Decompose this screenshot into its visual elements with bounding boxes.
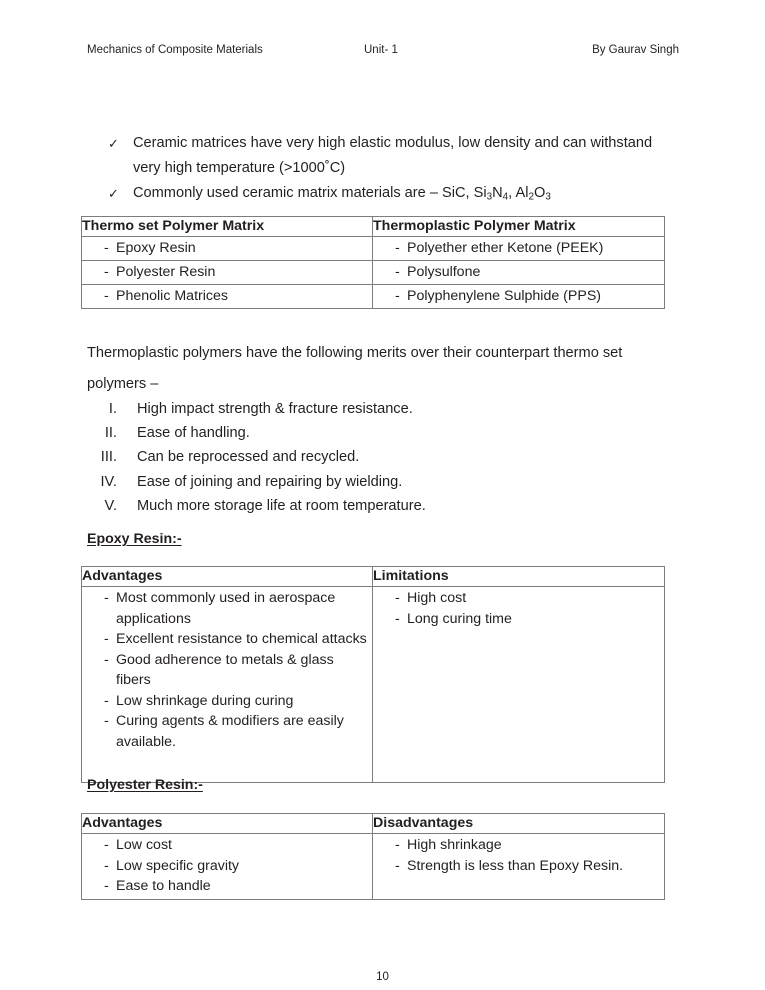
list-item xyxy=(82,876,372,897)
formula-sub: 4 xyxy=(502,191,509,203)
dash-bullet-icon: - xyxy=(104,288,109,304)
column-header: Thermoplastic Polymer Matrix xyxy=(373,217,665,237)
formula-lead: Commonly used ceramic matrix materials are – SiC, Si xyxy=(133,185,487,201)
checkmark-icon: ✓ xyxy=(108,186,119,201)
dash-bullet-icon: - xyxy=(104,878,109,894)
table-row xyxy=(82,261,665,285)
column-header: Limitations xyxy=(373,567,665,587)
cell-text: Low shrinkage during curing xyxy=(116,692,294,709)
formula-sub: 2 xyxy=(528,191,534,203)
list-text: Ease of handling. xyxy=(137,425,250,442)
formula-mid: , Al xyxy=(508,185,529,201)
list-item xyxy=(373,835,664,856)
list-marker: V. xyxy=(104,497,117,514)
cell-text: Curing agents & modifiers are easily available. xyxy=(116,713,344,750)
section-heading-polyester-resin: Polyester Resin:- xyxy=(87,777,203,793)
cell-thermoplastic-3 xyxy=(373,285,665,309)
page-number: 10 xyxy=(376,971,389,983)
list-marker: II. xyxy=(104,425,117,442)
table-header-row xyxy=(82,217,665,237)
header-course-title: Mechanics of Composite Materials xyxy=(87,44,263,56)
cell-text: Polyester Resin xyxy=(116,264,216,280)
dash-bullet-icon: - xyxy=(395,590,400,606)
list-item xyxy=(82,711,372,752)
table-row xyxy=(82,587,665,783)
list-item xyxy=(95,421,615,445)
ceramic-matrix-bullet-list xyxy=(108,131,668,210)
cell-text: High shrinkage xyxy=(407,837,502,853)
list-text: Ease of joining and repairing by wielding. xyxy=(137,473,403,490)
list-text: High impact strength & fracture resistance. xyxy=(137,401,413,417)
table-header-row xyxy=(82,814,665,834)
cell-text: Strength is less than Epoxy Resin. xyxy=(407,857,624,874)
table-polyester-resin xyxy=(81,813,665,900)
list-item xyxy=(373,856,664,877)
list-item xyxy=(95,494,615,518)
cell-text: Ease to handle xyxy=(116,878,211,894)
cell-polyester-disadvantages xyxy=(373,834,665,900)
column-header: Thermo set Polymer Matrix xyxy=(82,217,373,237)
list-item xyxy=(82,629,372,650)
cell-text: Polyether ether Ketone (PEEK) xyxy=(407,240,604,256)
list-item xyxy=(373,588,664,609)
running-header xyxy=(87,44,679,62)
table-row xyxy=(82,237,665,261)
cell-text: Epoxy Resin xyxy=(116,240,196,256)
cell-text: Polysulfone xyxy=(407,264,481,280)
list-item xyxy=(82,588,372,629)
list-marker: IV. xyxy=(100,473,117,490)
cell-text: Long curing time xyxy=(407,610,512,627)
cell-thermoset-3 xyxy=(82,285,373,309)
list-item xyxy=(373,609,664,630)
dash-bullet-icon: - xyxy=(104,837,109,853)
dash-bullet-icon: - xyxy=(395,240,400,256)
cell-thermoplastic-1 xyxy=(373,237,665,261)
cell-text: Phenolic Matrices xyxy=(116,288,228,304)
dash-bullet-icon: - xyxy=(104,857,109,874)
table-header-row xyxy=(82,567,665,587)
table-row xyxy=(82,834,665,900)
list-item xyxy=(82,835,372,856)
dash-bullet-icon: - xyxy=(395,837,400,853)
cell-thermoplastic-2 xyxy=(373,261,665,285)
dash-bullet-icon: - xyxy=(395,610,400,627)
list-marker: I. xyxy=(108,401,117,417)
dash-bullet-icon: - xyxy=(104,264,109,280)
list-item xyxy=(82,285,372,308)
list-item xyxy=(373,237,664,260)
cell-list xyxy=(373,834,664,878)
dash-bullet-icon: - xyxy=(104,240,109,256)
dash-bullet-icon: - xyxy=(395,857,400,874)
table-row xyxy=(82,285,665,309)
header-author: By Gaurav Singh xyxy=(592,44,679,56)
cell-epoxy-limitations xyxy=(373,587,665,783)
dash-bullet-icon: - xyxy=(104,590,109,606)
list-text: Much more storage life at room temperature. xyxy=(137,497,426,514)
cell-text: High cost xyxy=(407,590,467,606)
list-item xyxy=(373,285,664,308)
cell-text: Most commonly used in aerospace applications xyxy=(116,590,336,627)
checkmark-icon: ✓ xyxy=(108,136,119,151)
list-item xyxy=(95,445,615,469)
column-header: Advantages xyxy=(82,814,373,834)
cell-text: Good adherence to metals & glass fibers xyxy=(116,651,334,688)
list-item xyxy=(95,397,615,421)
cell-text: Excellent resistance to chemical attacks xyxy=(116,631,367,647)
cell-list xyxy=(82,834,372,899)
table-polymer-matrix xyxy=(81,216,665,309)
bullet-text: Ceramic matrices have very high elastic modulus, low density and can withstand very high temperature (>1000˚C) xyxy=(133,135,653,176)
formula-sub: 3 xyxy=(545,191,551,203)
formula-sub: 3 xyxy=(486,191,493,203)
list-text: Can be reprocessed and recycled. xyxy=(137,449,360,466)
dash-bullet-icon: - xyxy=(104,651,109,668)
dash-bullet-icon: - xyxy=(104,692,109,709)
cell-text: Low cost xyxy=(116,837,172,853)
dash-bullet-icon: - xyxy=(395,264,400,280)
list-item xyxy=(108,131,668,181)
cell-text: Low specific gravity xyxy=(116,857,240,874)
column-header: Disadvantages xyxy=(373,814,665,834)
section-heading-epoxy-resin: Epoxy Resin:- xyxy=(87,531,182,547)
formula-mid: N xyxy=(492,185,503,201)
dash-bullet-icon: - xyxy=(104,713,109,729)
list-item xyxy=(82,691,372,712)
cell-list xyxy=(373,587,664,631)
cell-list xyxy=(82,587,372,754)
list-item xyxy=(82,237,372,260)
cell-text: Polyphenylene Sulphide (PPS) xyxy=(407,288,602,304)
header-unit-label: Unit- 1 xyxy=(364,44,398,56)
dash-bullet-icon: - xyxy=(104,631,109,647)
intro-paragraph: Thermoplastic polymers have the following merits over their counterpart thermo set polymers – xyxy=(87,345,623,392)
list-item xyxy=(82,261,372,284)
list-item xyxy=(108,181,668,210)
cell-thermoset-2 xyxy=(82,261,373,285)
cell-thermoset-1 xyxy=(82,237,373,261)
column-header: Advantages xyxy=(82,567,373,587)
merits-roman-list xyxy=(95,397,615,518)
list-item xyxy=(82,856,372,877)
cell-epoxy-advantages xyxy=(82,587,373,783)
bullet-text-formula xyxy=(133,181,668,210)
cell-polyester-advantages xyxy=(82,834,373,900)
formula-mid: O xyxy=(533,185,546,201)
list-item xyxy=(82,650,372,691)
table-epoxy-resin xyxy=(81,566,665,783)
list-marker: III. xyxy=(100,449,117,466)
dash-bullet-icon: - xyxy=(395,288,400,304)
list-item xyxy=(373,261,664,284)
list-item xyxy=(95,470,615,494)
